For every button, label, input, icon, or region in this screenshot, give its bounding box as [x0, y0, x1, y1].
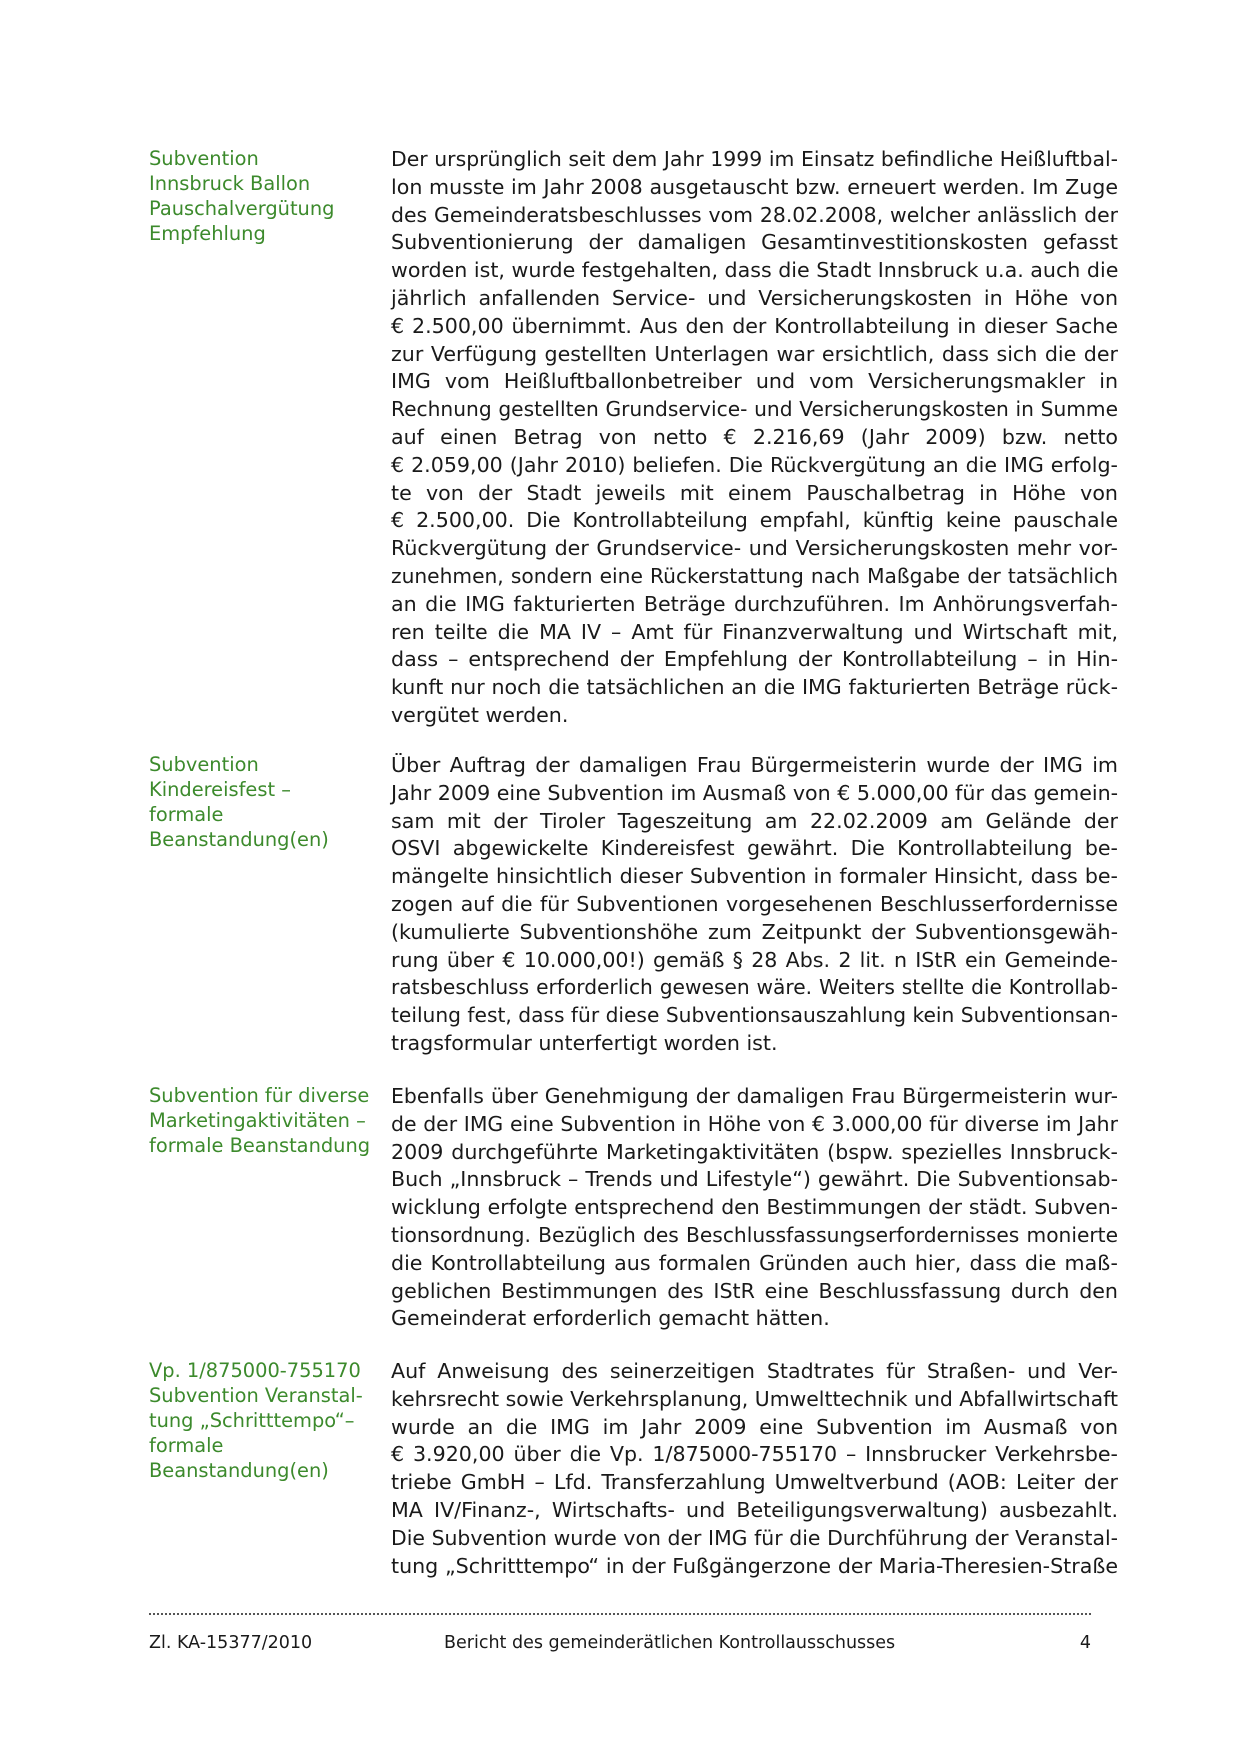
margin-note-line: Beanstandung(en): [149, 1459, 329, 1482]
text-line: lon musste im Jahr 2008 ausgetauscht bzw. erneuert werden. Im Zuge: [391, 174, 1118, 199]
text-line: (kumulierte Subventionshöhe zum Zeitpunkt der Subventionsgewäh-: [391, 919, 1118, 944]
text-line: te von der Stadt jeweils mit einem Pauschalbetrag in Höhe von: [391, 480, 1118, 505]
page-number: 4: [1079, 1633, 1091, 1653]
text-line: Ebenfalls über Genehmigung der damaligen Frau Bürgermeisterin wur-: [391, 1084, 1118, 1108]
margin-note-line: formale: [149, 1434, 224, 1457]
text-line: OSVI abgewickelte Kindereisfest gewährt. Die Kontrollabteilung be-: [391, 836, 1118, 861]
section-paragraph: [391, 1083, 1118, 1333]
text-line: Gemeinderat erforderlich gemacht hätten.: [391, 1306, 830, 1331]
text-line: zur Verfügung gestellten Unterlagen war ersichtlich, dass sich die der: [391, 341, 1118, 366]
page-footer: [149, 1630, 1091, 1656]
text-line: vergütet werden.: [391, 702, 569, 727]
text-line: wurde an die IMG im Jahr 2009 eine Subvention im Ausmaß von: [391, 1414, 1118, 1439]
margin-note-line: Pauschalvergütung: [149, 197, 335, 220]
text-line: ren teilte die MA IV – Amt für Finanzverwaltung und Wirtschaft mit,: [391, 619, 1118, 644]
text-line: de der IMG eine Subvention in Höhe von € 3.000,00 für diverse im Jahr: [391, 1111, 1118, 1136]
section-paragraph: [391, 1358, 1118, 1580]
text-line: dass – entsprechend der Empfehlung der Kontrollabteilung – in Hin-: [391, 647, 1118, 672]
text-line: auf einen Betrag von netto € 2.216,69 (Jahr 2009) bzw. netto: [391, 424, 1118, 449]
margin-note-line: Innsbruck Ballon: [149, 172, 311, 195]
margin-note: [149, 1358, 371, 1483]
text-line: € 3.920,00 über die Vp. 1/875000-755170 – Innsbrucker Verkehrsbe-: [391, 1442, 1118, 1467]
text-line: wicklung erfolgte entsprechend den Bestimmungen der städt. Subven-: [391, 1195, 1118, 1220]
text-line: mängelte hinsichtlich dieser Subvention in formaler Hinsicht, dass be-: [391, 864, 1118, 889]
text-line: triebe GmbH – Lfd. Transferzahlung Umweltverbund (AOB: Leiter der: [391, 1470, 1118, 1495]
text-line: Buch „Innsbruck – Trends und Lifestyle“) gewährt. Die Subventionsab-: [391, 1167, 1118, 1192]
margin-note: [149, 752, 371, 852]
text-line: geblichen Bestimmungen des IStR eine Beschlussfassung durch den: [391, 1278, 1118, 1303]
text-line: 2009 durchgeführte Marketingaktivitäten (bspw. spezielles Innsbruck-: [391, 1139, 1118, 1164]
text-line: kehrsrecht sowie Verkehrsplanung, Umwelttechnik und Abfallwirtschaft: [391, 1386, 1118, 1411]
text-line: zunehmen, sondern eine Rückerstattung nach Maßgabe der tatsächlich: [391, 563, 1118, 588]
margin-note-line: formale: [149, 803, 224, 826]
text-line: des Gemeinderatsbeschlusses vom 28.02.2008, welcher anlässlich der: [391, 202, 1118, 227]
margin-note-line: Subvention: [149, 147, 259, 170]
text-line: Rechnung gestellten Grundservice- und Versicherungskosten in Summe: [391, 397, 1118, 422]
text-line: jährlich anfallenden Service- und Versicherungskosten in Höhe von: [391, 285, 1118, 310]
text-line: zogen auf die für Subventionen vorgesehenen Beschlusserfordernisse: [391, 891, 1118, 916]
footer-divider: [149, 1613, 1091, 1615]
margin-note-line: Vp. 1/875000-755170: [149, 1359, 361, 1382]
text-line: teilung fest, dass für diese Subventionsauszahlung kein Subventionsan-: [391, 1003, 1118, 1028]
text-line: rung über € 10.000,00!) gemäß § 28 Abs. 2 lit. n IStR ein Gemeinde-: [391, 947, 1118, 972]
report-title: Bericht des gemeinderätlichen Kontrollausschusses: [444, 1633, 896, 1653]
margin-note-line: Marketingaktivitäten –: [149, 1109, 366, 1132]
section-paragraph: [391, 752, 1118, 1058]
margin-note-line: Subvention für diverse: [149, 1084, 370, 1107]
text-line: worden ist, wurde festgehalten, dass die Stadt Innsbruck u.a. auch die: [391, 258, 1119, 283]
text-line: Subventionierung der damaligen Gesamtinvestitionskosten gefasst: [391, 230, 1118, 255]
text-line: tung „Schritttempo“ in der Fußgängerzone der Maria-Theresien-Straße: [391, 1553, 1118, 1578]
margin-note-line: Kindereisfest –: [149, 778, 291, 801]
text-line: sam mit der Tiroler Tageszeitung am 22.02.2009 am Gelände der: [391, 808, 1118, 833]
margin-note-line: Empfehlung: [149, 222, 266, 245]
text-line: Jahr 2009 eine Subvention im Ausmaß von € 5.000,00 für das gemein-: [391, 780, 1119, 805]
margin-note-line: tung „Schritttempo“–: [149, 1409, 355, 1432]
text-line: IMG vom Heißluftballonbetreiber und vom Versicherungsmakler in: [391, 369, 1118, 394]
text-line: Über Auftrag der damaligen Frau Bürgermeisterin wurde der IMG im: [391, 753, 1118, 777]
document-reference: Zl. KA-15377/2010: [149, 1633, 313, 1653]
margin-note-line: Subvention: [149, 753, 259, 776]
text-line: Die Subvention wurde von der IMG für die Durchführung der Veranstal-: [391, 1525, 1118, 1550]
text-line: € 2.500,00. Die Kontrollabteilung empfahl, künftig keine pauschale: [391, 508, 1118, 533]
section-paragraph: [391, 146, 1118, 730]
text-line: tragsformular unterfertigt worden ist.: [391, 1030, 778, 1055]
text-line: € 2.059,00 (Jahr 2010) beliefen. Die Rückvergütung an die IMG erfolg-: [391, 452, 1118, 477]
text-line: die Kontrollabteilung aus formalen Gründen auch hier, dass die maß-: [391, 1250, 1118, 1275]
margin-note: [149, 146, 371, 246]
text-line: Der ursprünglich seit dem Jahr 1999 im Einsatz befindliche Heißluftbal-: [391, 147, 1118, 171]
text-line: MA IV/Finanz-, Wirtschafts- und Beteiligungsverwaltung) ausbezahlt.: [391, 1497, 1118, 1522]
margin-note-line: formale Beanstandung: [149, 1134, 371, 1157]
text-line: € 2.500,00 übernimmt. Aus den der Kontrollabteilung in dieser Sache: [391, 313, 1118, 338]
margin-note: [149, 1083, 371, 1158]
text-line: an die IMG fakturierten Beträge durchzuführen. Im Anhörungsverfah-: [391, 591, 1118, 616]
text-line: tionsordnung. Bezüglich des Beschlussfassungserfordernisses monierte: [391, 1222, 1118, 1247]
margin-note-line: Subvention Veranstal-: [149, 1384, 363, 1407]
text-line: Auf Anweisung des seinerzeitigen Stadtrates für Straßen- und Ver-: [391, 1359, 1118, 1383]
text-line: Rückvergütung der Grundservice- und Versicherungskosten mehr vor-: [391, 536, 1118, 561]
text-line: kunft nur noch die tatsächlichen an die IMG fakturierten Beträge rück-: [391, 675, 1118, 700]
text-line: ratsbeschluss erforderlich gewesen wäre. Weiters stellte die Kontrollab-: [391, 975, 1118, 1000]
margin-note-line: Beanstandung(en): [149, 828, 329, 851]
